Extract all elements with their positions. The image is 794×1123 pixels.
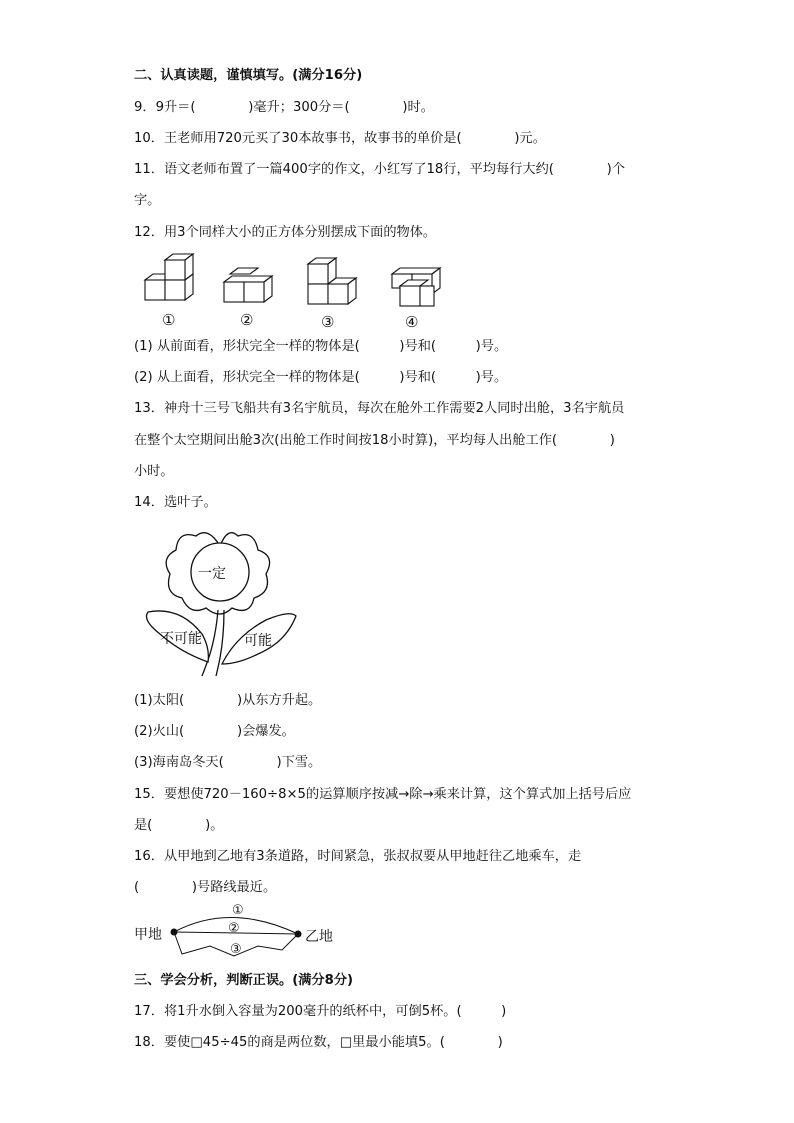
question-18: 18．要使□45÷45的商是两位数，□里最小能填5。( ) <box>134 1035 503 1050</box>
question-16-line1: 16．从甲地到乙地有3条道路，时间紧急，张叔叔要从甲地赶往乙地乘车，走 <box>134 849 582 864</box>
cube-figure-4 <box>386 266 446 312</box>
cube-figure-1 <box>140 252 200 312</box>
question-17: 17．将1升水倒入容量为200毫升的纸杯中，可倒5杯。( ) <box>134 1004 507 1019</box>
question-14-sub1: (1)太阳( )从东方升起。 <box>134 693 322 708</box>
figure-label-4: ④ <box>405 313 419 331</box>
question-13-line1: 13．神舟十三号飞船共有3名宇航员，每次在舱外工作需要2人同时出舱，3名宇航员 <box>134 401 625 416</box>
leaf-right-label: 可能 <box>244 633 272 649</box>
question-10: 10．王老师用720元买了30本故事书，故事书的单价是( )元。 <box>134 131 546 146</box>
question-9: 9．9升＝( )毫升；300分＝( )时。 <box>134 100 434 115</box>
section2-heading: 二、认真读题，谨慎填写。(满分16分) <box>134 68 363 83</box>
figure-label-1: ① <box>162 311 176 329</box>
cube-figure-3 <box>304 256 364 312</box>
question-16-line2: ( )号路线最近。 <box>134 880 277 895</box>
question-14-sub3: (3)海南岛冬天( )下雪。 <box>134 755 322 770</box>
question-11-line1: 11．语文老师布置了一篇400字的作文，小红写了18行，平均每行大约( )个 <box>134 162 626 177</box>
question-14-stem: 14．选叶子。 <box>134 495 217 510</box>
flower-label: 一定 <box>198 566 226 582</box>
question-12-stem: 12．用3个同样大小的正方体分别摆成下面的物体。 <box>134 225 437 240</box>
route-end-label: 乙地 <box>305 929 333 945</box>
route-label-2: ② <box>228 921 240 936</box>
section3-heading: 三、学会分析，判断正误。(满分8分) <box>134 973 354 988</box>
question-12-sub1: (1) 从前面看，形状完全一样的物体是( )号和( )号。 <box>134 339 508 354</box>
figure-label-3: ③ <box>321 313 335 331</box>
figure-label-2: ② <box>240 311 254 329</box>
flower-figure <box>140 524 300 680</box>
route-label-3: ③ <box>230 942 242 957</box>
question-13-line2: 在整个太空期间出舱3次(出舱工作时间按18小时算)，平均每人出舱工作( ) <box>134 433 615 448</box>
question-15-line1: 15．要想使720－160÷8×5的运算顺序按减→除→乘来计算，这个算式加上括号后应 <box>134 787 632 802</box>
route-label-1: ① <box>232 903 244 918</box>
route-start-label: 甲地 <box>134 927 162 943</box>
question-14-sub2: (2)火山( )会爆发。 <box>134 724 295 739</box>
cube-figure-2 <box>220 266 280 312</box>
question-15-line2: 是( )。 <box>134 818 224 833</box>
question-13-line3: 小时。 <box>134 464 174 479</box>
question-12-sub2: (2) 从上面看，形状完全一样的物体是( )号和( )号。 <box>134 370 508 385</box>
leaf-left-label: 不可能 <box>160 631 202 647</box>
question-11-line2: 字。 <box>134 193 161 208</box>
